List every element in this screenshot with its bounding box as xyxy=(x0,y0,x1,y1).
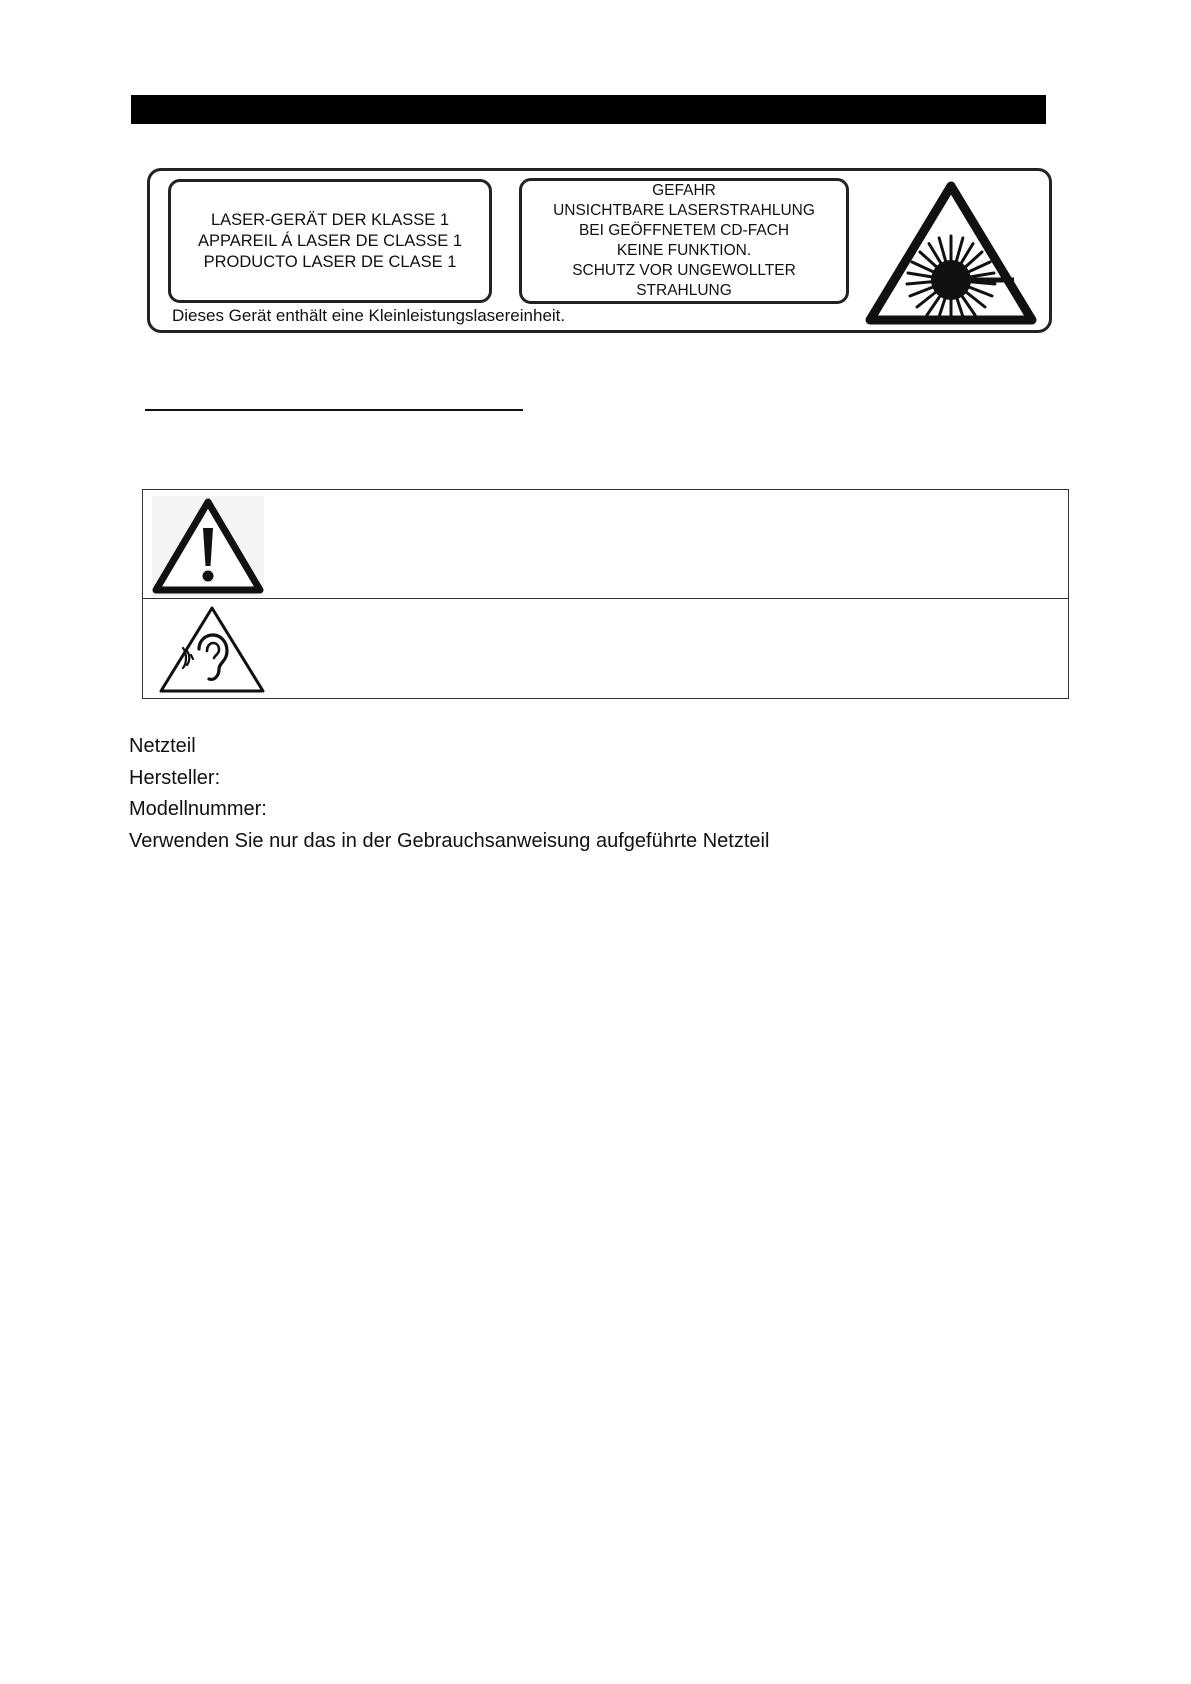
model-number-label: Modellnummer: xyxy=(129,798,267,820)
warning-symbol-table xyxy=(142,489,1069,699)
danger-line: STRAHLUNG xyxy=(636,282,732,299)
power-supply-instruction: Verwenden Sie nur das in der Gebrauchsanweisung aufgeführte Netzteil xyxy=(129,829,770,852)
danger-line: SCHUTZ VOR UNGEWOLLTER xyxy=(572,262,796,279)
laser-class-box xyxy=(168,179,492,303)
danger-line: UNSICHTBARE LASERSTRAHLUNG xyxy=(553,202,815,219)
laser-warning-label xyxy=(147,168,1052,333)
general-warning-icon xyxy=(152,496,264,596)
manufacturer-label: Hersteller: xyxy=(129,766,221,789)
hearing-damage-icon xyxy=(157,603,267,695)
danger-box xyxy=(519,178,849,304)
danger-line: KEINE FUNKTION. xyxy=(616,242,752,259)
laser-footnote: Dieses Gerät enthält eine Kleinleistungslasereinheit. xyxy=(172,306,566,325)
table-row xyxy=(143,599,1068,698)
laser-class-line: LASER-GERÄT DER KLASSE 1 xyxy=(210,210,450,229)
header-bar xyxy=(131,95,1046,124)
section-heading-underline xyxy=(145,409,523,411)
table-row xyxy=(143,490,1068,599)
danger-line: GEFAHR xyxy=(652,182,716,199)
power-supply-title: Netzteil xyxy=(129,735,196,757)
laser-radiation-icon xyxy=(864,178,1039,328)
power-supply-info xyxy=(129,731,769,857)
laser-class-line: PRODUCTO LASER DE CLASE 1 xyxy=(203,252,457,271)
laser-class-line: APPAREIL Á LASER DE CLASSE 1 xyxy=(197,231,463,250)
danger-line: BEI GEÖFFNETEM CD-FACH xyxy=(578,222,790,239)
